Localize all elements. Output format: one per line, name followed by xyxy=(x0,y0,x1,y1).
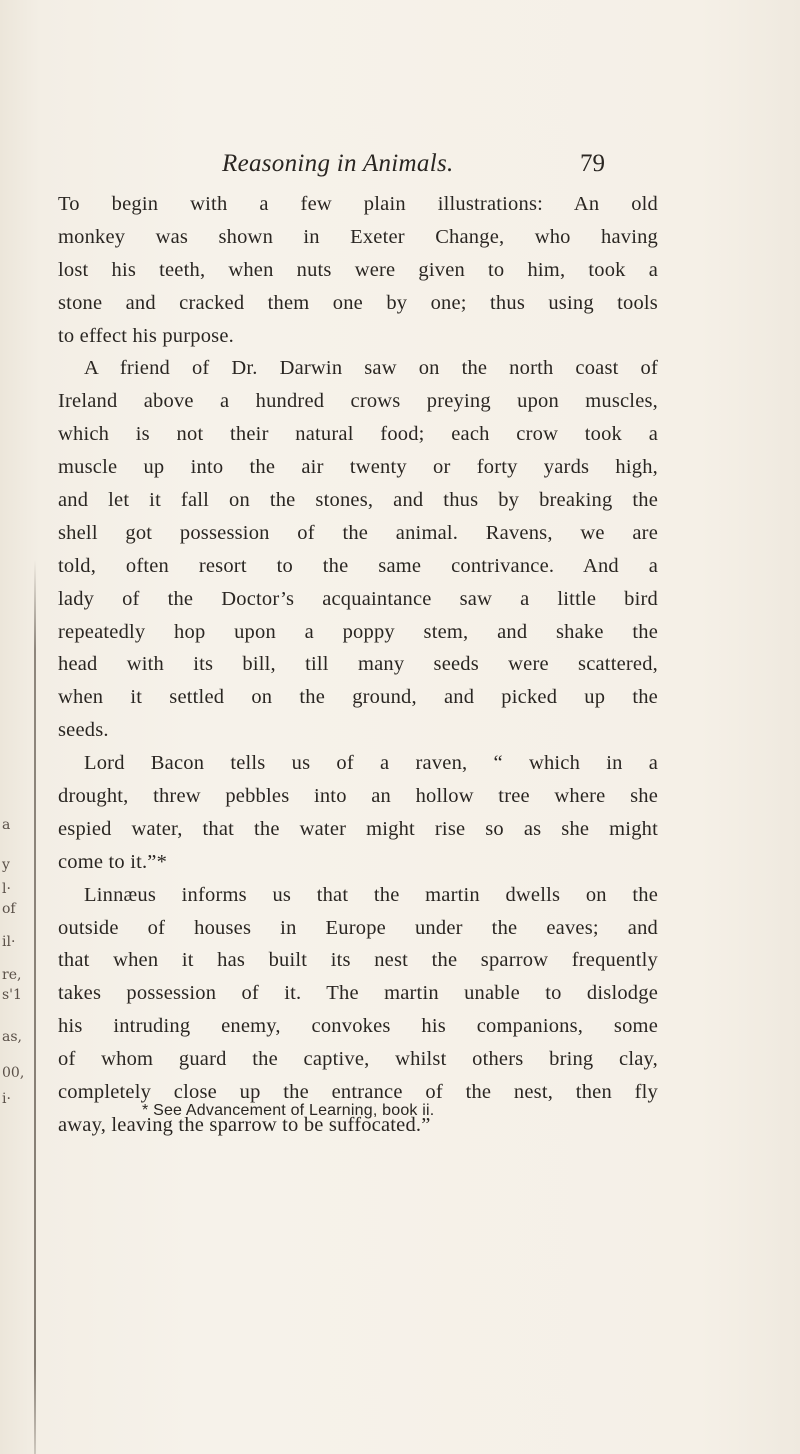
text-line: repeatedly hop upon a poppy stem, and shake the xyxy=(58,620,658,643)
text-line: stone and cracked them one by one; thus using tools xyxy=(58,291,658,314)
text-line: head with its bill, till many seeds were scattered, xyxy=(58,653,658,676)
text-line: that when it has built its nest the sparrow frequently xyxy=(58,949,658,972)
margin-bleed-text: of xyxy=(2,901,16,917)
text-line: of whom guard the captive, whilst others bring clay, xyxy=(58,1048,658,1071)
text-line: told, often resort to the same contrivance. And a xyxy=(58,554,658,577)
text-line: monkey was shown in Exeter Change, who having xyxy=(58,225,658,248)
margin-bleed-text: y xyxy=(2,857,10,873)
text-line: which is not their natural food; each crow took a xyxy=(58,423,658,446)
margin-bleed-text: i· xyxy=(2,1091,11,1107)
binding-edge xyxy=(0,560,42,1454)
text-line: shell got possession of the animal. Ravens, we are xyxy=(58,521,658,544)
text-line: his intruding enemy, convokes his companions, some xyxy=(58,1015,658,1038)
margin-bleed-text: re, xyxy=(2,967,22,983)
text-line: to effect his purpose. xyxy=(58,324,234,347)
text-line: outside of houses in Europe under the eaves; and xyxy=(58,916,658,939)
text-line: completely close up the entrance of the nest, then fly xyxy=(58,1081,658,1104)
margin-bleed-text: as, xyxy=(2,1029,22,1045)
margin-bleed-text: a xyxy=(2,817,11,833)
text-line: Ireland above a hundred crows preying upon muscles, xyxy=(58,390,658,413)
text-line: come to it.”* xyxy=(58,850,168,873)
text-line: lady of the Doctor’s acquaintance saw a little bird xyxy=(58,587,658,610)
text-line: seeds. xyxy=(58,719,109,742)
text-line: takes possession of it. The martin unable to dislodge xyxy=(58,982,658,1005)
text-line: lost his teeth, when nuts were given to him, took a xyxy=(58,258,658,281)
text-line: when it settled on the ground, and picked up the xyxy=(58,686,658,709)
running-header xyxy=(0,150,800,186)
body-text xyxy=(58,188,658,1142)
margin-bleed-text: il· xyxy=(2,934,16,950)
margin-bleed-text: l· xyxy=(2,881,11,897)
text-line: away, leaving the sparrow to be suffocated.” xyxy=(58,1113,431,1136)
margin-bleed-text: s'1 xyxy=(2,987,22,1003)
page-number: 79 xyxy=(580,150,605,177)
text-line: A friend of Dr. Darwin saw on the north coast of xyxy=(84,357,658,380)
margin-bleed-text: 00, xyxy=(2,1065,25,1081)
text-line: and let it fall on the stones, and thus by breaking the xyxy=(58,489,658,512)
binding-shadow-line xyxy=(34,560,36,1454)
text-line: Lord Bacon tells us of a raven, “ which in a xyxy=(84,752,658,775)
text-line: muscle up into the air twenty or forty yards high, xyxy=(58,456,658,479)
text-line: Linnæus informs us that the martin dwells on the xyxy=(84,883,658,906)
running-title: Reasoning in Animals. xyxy=(222,150,454,177)
text-line: drought, threw pebbles into an hollow tree where she xyxy=(58,785,658,808)
text-line: espied water, that the water might rise so as she might xyxy=(58,817,658,840)
text-line: To begin with a few plain illustrations: An old xyxy=(58,193,658,215)
footnote: * See Advancement of Learning, book ii. xyxy=(142,1102,435,1119)
